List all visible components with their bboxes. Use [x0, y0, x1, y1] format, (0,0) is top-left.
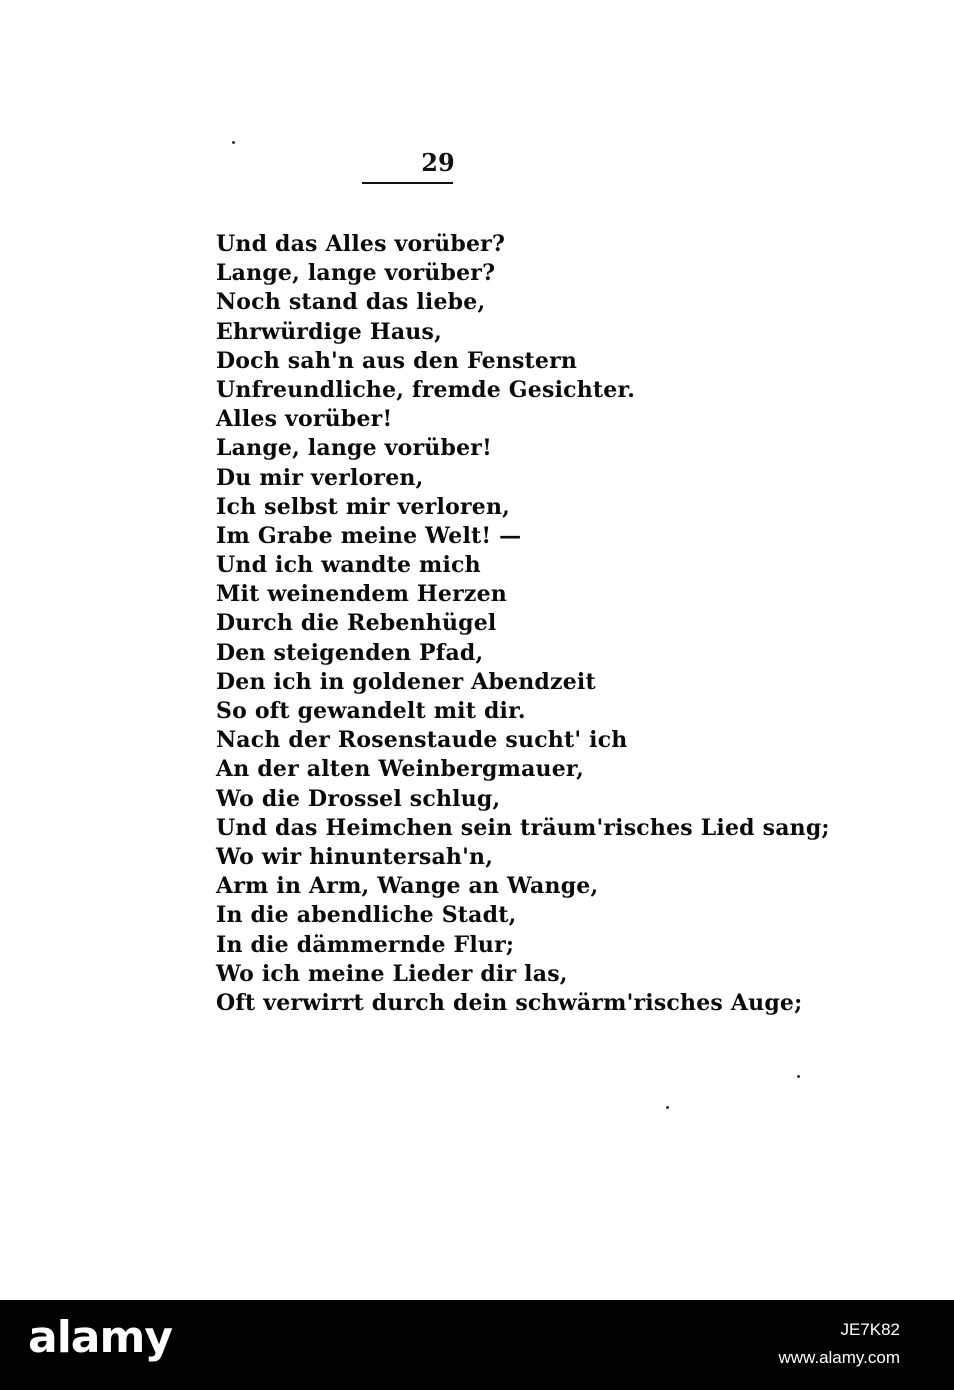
poem-line: Den steigenden Pfad, [216, 639, 484, 666]
image-id-label: JE7K82 [840, 1320, 900, 1339]
poem-line: Durch die Rebenhügel [216, 610, 497, 637]
poem-line: Wo wir hinuntersah'n, [216, 843, 494, 870]
page-number-rule [362, 182, 453, 184]
print-speck [797, 1075, 800, 1078]
poem-line: Und das Heimchen sein träum'risches Lied sang; [216, 814, 830, 841]
alamy-logo: alamy [28, 1312, 172, 1363]
poem-line: Im Grabe meine Welt! — [216, 522, 522, 549]
poem-line: Den ich in goldener Abendzeit [216, 668, 596, 695]
poem-line: Noch stand das liebe, [216, 289, 486, 316]
poem-line: In die dämmernde Flur; [216, 931, 515, 958]
poem-line: An der alten Weinbergmauer, [216, 756, 584, 783]
poem-line: Doch sah'n aus den Fenstern [216, 347, 578, 374]
poem-line: Mit weinendem Herzen [216, 581, 507, 608]
poem-line: Ehrwürdige Haus, [216, 318, 442, 345]
page-number: 29 [421, 148, 455, 177]
print-speck [232, 141, 235, 144]
poem-line: In die abendliche Stadt, [216, 902, 517, 929]
poem-line: Ich selbst mir verloren, [216, 493, 511, 520]
poem-line: Oft verwirrt durch dein schwärm'risches Auge; [216, 989, 803, 1016]
poem-line: Unfreundliche, fremde Gesichter. [216, 376, 636, 403]
poem-line: Lange, lange vorüber? [216, 260, 496, 287]
poem-line: Wo ich meine Lieder dir las, [216, 960, 568, 987]
poem-line: Nach der Rosenstaude sucht' ich [216, 727, 628, 754]
watermark-footer [0, 1300, 954, 1390]
poem-line: Und ich wandte mich [216, 552, 481, 579]
poem-line: Alles vorüber! [216, 406, 393, 433]
poem-line: Lange, lange vorüber! [216, 435, 492, 462]
poem-line: Wo die Drossel schlug, [216, 785, 501, 812]
site-url: www.alamy.com [778, 1348, 900, 1367]
poem-line: Arm in Arm, Wange an Wange, [216, 873, 599, 900]
print-speck [666, 1106, 669, 1109]
poem-line: Und das Alles vorüber? [216, 231, 506, 257]
poem-text [216, 230, 830, 1018]
poem-line: So oft gewandelt mit dir. [216, 698, 526, 724]
poem-line: Du mir verloren, [216, 464, 424, 491]
